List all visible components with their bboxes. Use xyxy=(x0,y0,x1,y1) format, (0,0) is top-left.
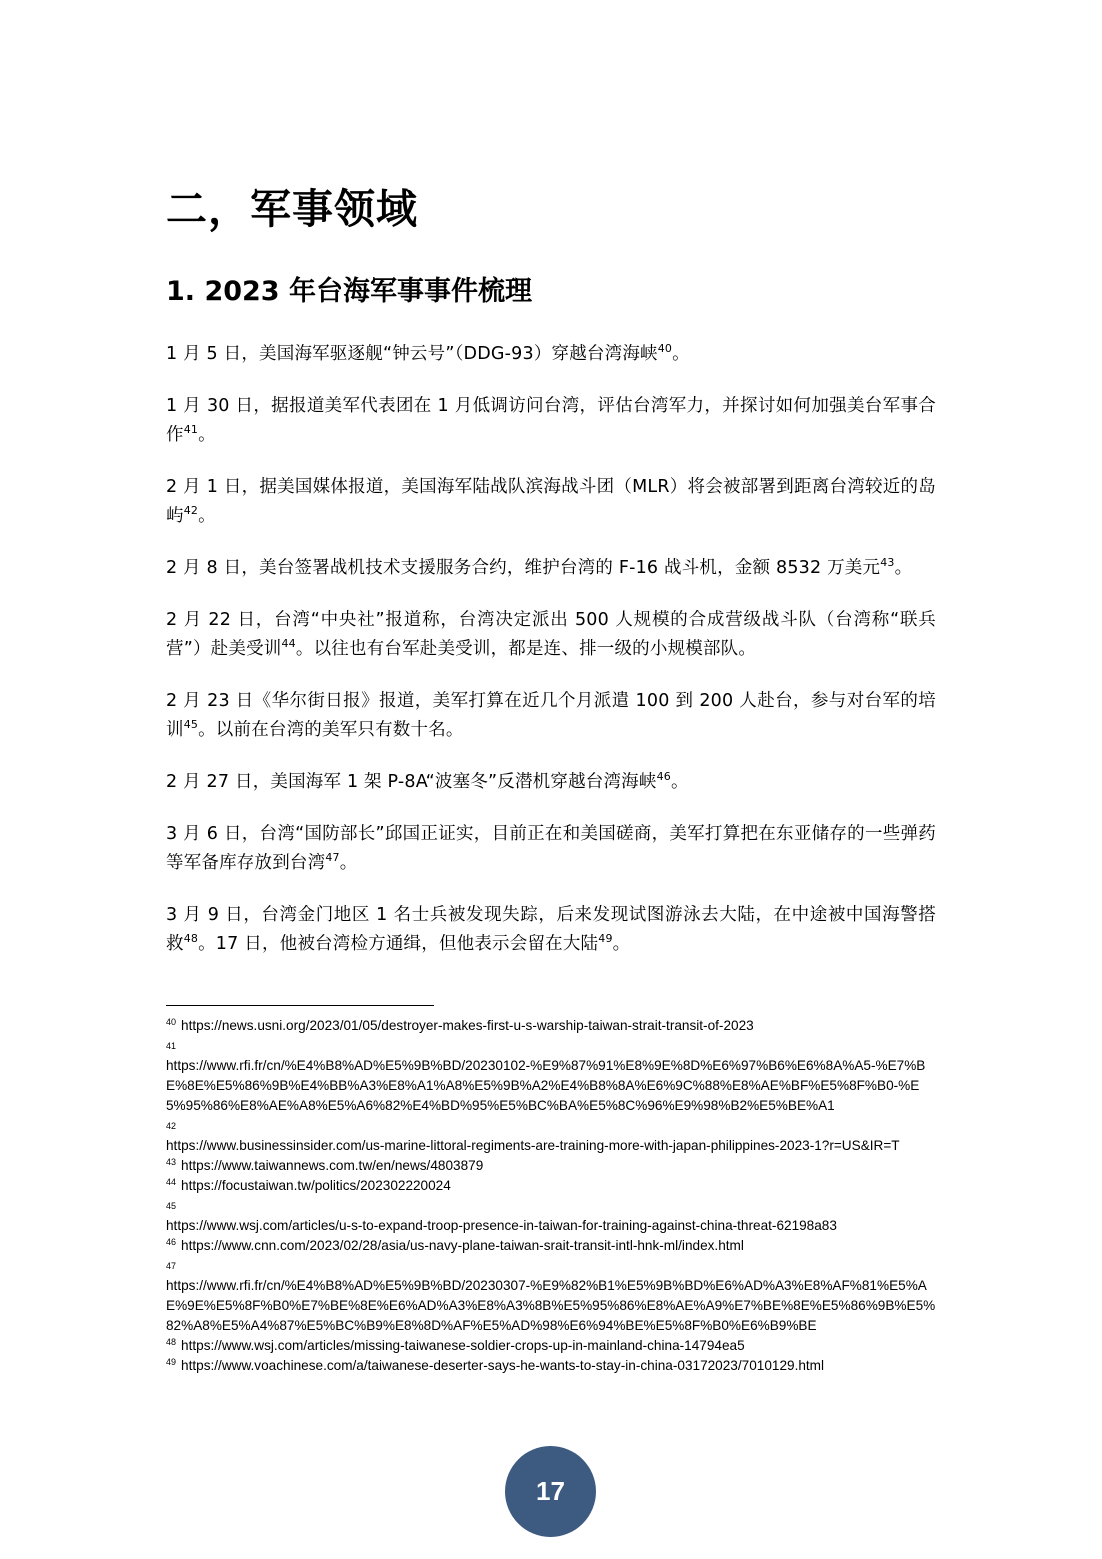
footnote-number: 41 xyxy=(166,1041,177,1051)
footnote-link[interactable]: https://www.wsj.com/articles/u-s-to-expand-troop-presence-in-taiwan-for-training-against-china-threat-62198a83 xyxy=(166,1218,837,1233)
footnote-number: 45 xyxy=(166,1201,177,1211)
event-paragraph: 3 月 9 日，台湾金门地区 1 名士兵被发现失踪，后来发现试图游泳去大陆，在中途被中国海警搭救$^{48}$。17 日，他被台湾检方通缉，但他表示会留在大陆$^{49}$。 xyxy=(166,905,936,954)
footnote-link[interactable]: https://www.rfi.fr/cn/%E4%B8%AD%E5%9B%BD/20230307-%E9%82%B1%E5%9B%BD%E6%AD%A3%E8%AF%81%E5%AE%9E%E5%8F%B0%E7%BE%8E%E6%AD%A3%E8%A3%8B%E5%95%86%E8%AE%A9%E7%BE%8E%E5%86%9B%E5%82%A8%E5%A4%87%E5%BC%B9%E8%8D%AF%E5%AD%98%E6%94%BE%E5%8F%B0%E6%B9%BE xyxy=(166,1278,936,1333)
footnote-item xyxy=(166,1336,936,1356)
page-number-badge xyxy=(505,1446,596,1537)
footnote-number: 49 xyxy=(166,1357,177,1367)
page-number: 17 xyxy=(536,1476,565,1506)
footnote-ref[interactable]: 47 xyxy=(325,851,340,864)
footnote-link[interactable]: https://www.voachinese.com/a/taiwanese-deserter-says-he-wants-to-stay-in-china-03172023/7010129.html xyxy=(181,1358,825,1373)
section-title: 二，军事领域 xyxy=(166,185,418,233)
footnote-number: 46 xyxy=(166,1237,177,1247)
footnote-ref[interactable]: 46 xyxy=(656,770,671,783)
footnote-link[interactable]: https://www.taiwannews.com.tw/en/news/4803879 xyxy=(181,1158,484,1173)
footnote-divider xyxy=(166,1005,434,1006)
footnote-item xyxy=(166,1356,936,1376)
footnote-item xyxy=(166,1156,936,1176)
event-paragraph: 3 月 6 日，台湾“国防部长”邱国正证实，目前正在和美国磋商，美军打算把在东亚储存的一些弹药等军备库存放到台湾$^{47}$。 xyxy=(166,824,936,873)
footnote-ref[interactable]: 43 xyxy=(880,556,895,569)
event-paragraph: 2 月 22 日，台湾“中央社”报道称，台湾决定派出 500 人规模的合成营级战斗队（台湾称“联兵营”）赴美受训$^{44}$。以往也有台军赴美受训，都是连、排一级的小规模部队。 xyxy=(166,610,936,659)
footnote-link[interactable]: https://www.cnn.com/2023/02/28/asia/us-navy-plane-taiwan-srait-transit-intl-hnk-ml/index.html xyxy=(181,1238,744,1253)
footnote-link[interactable]: https://news.usni.org/2023/01/05/destroyer-makes-first-u-s-warship-taiwan-strait-transit-of-2023 xyxy=(181,1018,754,1033)
footnote-number: 42 xyxy=(166,1121,177,1131)
footnote-number: 48 xyxy=(166,1337,177,1347)
footnote-item xyxy=(166,1236,936,1256)
footnote-item xyxy=(166,1176,936,1196)
footnote-item xyxy=(166,1196,936,1236)
footnote-item xyxy=(166,1016,936,1036)
footnote-item xyxy=(166,1256,936,1336)
footnote-link[interactable]: https://www.rfi.fr/cn/%E4%B8%AD%E5%9B%BD/20230102-%E9%87%91%E8%9E%8D%E6%97%B6%E6%8A%A5-%E7%BE%8E%E5%86%9B%E4%BB%A3%E8%A1%A8%E5%9B%A2%E4%B8%8A%E6%9C%88%E8%AE%BF%E5%8F%B0-%E5%95%86%E8%AE%A8%E5%A6%82%E4%BD%95%E5%BC%BA%E5%8C%96%E9%98%B2%E5%BE%A1 xyxy=(166,1058,926,1113)
footnote-ref[interactable]: 44 xyxy=(281,637,296,650)
footnote-link[interactable]: https://www.wsj.com/articles/missing-taiwanese-soldier-crops-up-in-mainland-china-14794ea5 xyxy=(181,1338,745,1353)
footnote-ref[interactable]: 41 xyxy=(183,423,199,436)
event-paragraph: 2 月 1 日，据美国媒体报道，美国海军陆战队滨海战斗团（MLR）将会被部署到距离台湾较近的岛屿$^{42}$。 xyxy=(166,477,936,526)
event-paragraph: 2 月 23 日《华尔街日报》报道，美军打算在近几个月派遣 100 到 200 人赴台，参与对台军的培训$^{45}$。以前在台湾的美军只有数十名。 xyxy=(166,691,936,740)
event-paragraph: 1 月 5 日，美国海军驱逐舰“钟云号”（DDG-93）穿越台湾海峡$^{40}$。 xyxy=(166,342,690,364)
footnote-ref[interactable]: 40 xyxy=(657,342,673,355)
footnote-number: 40 xyxy=(166,1017,177,1027)
event-paragraph: 2 月 8 日，美台签署战机技术支援服务合约，维护台湾的 F-16 战斗机，金额 8532 万美元$^{43}$。 xyxy=(166,556,913,578)
footnote-ref[interactable]: 42 xyxy=(183,504,199,517)
footnote-number: 47 xyxy=(166,1261,177,1271)
footnote-number: 44 xyxy=(166,1177,177,1187)
footnote-ref[interactable]: 45 xyxy=(183,718,199,731)
footnote-item xyxy=(166,1116,936,1156)
footnote-link[interactable]: https://focustaiwan.tw/politics/202302220024 xyxy=(181,1178,451,1193)
event-paragraph: 2 月 27 日，美国海军 1 架 P-8A“波塞冬”反潜机穿越台湾海峡$^{46}$。 xyxy=(166,770,689,792)
footnote-ref[interactable]: 49 xyxy=(598,932,613,945)
footnote-ref[interactable]: 48 xyxy=(183,932,199,945)
footnote-number: 43 xyxy=(166,1157,177,1167)
event-paragraph: 1 月 30 日，据报道美军代表团在 1 月低调访问台湾，评估台湾军力，并探讨如何加强美台军事合作$^{41}$。 xyxy=(166,396,936,445)
footnotes xyxy=(166,1005,936,1376)
subsection-title: 1. 2023 年台海军事事件梳理 xyxy=(166,276,532,307)
event-list xyxy=(166,340,936,982)
footnote-item xyxy=(166,1036,936,1116)
footnote-link[interactable]: https://www.businessinsider.com/us-marine-littoral-regiments-are-training-more-with-japan-philippines-2023-1?r=US&IR=T xyxy=(166,1138,900,1153)
